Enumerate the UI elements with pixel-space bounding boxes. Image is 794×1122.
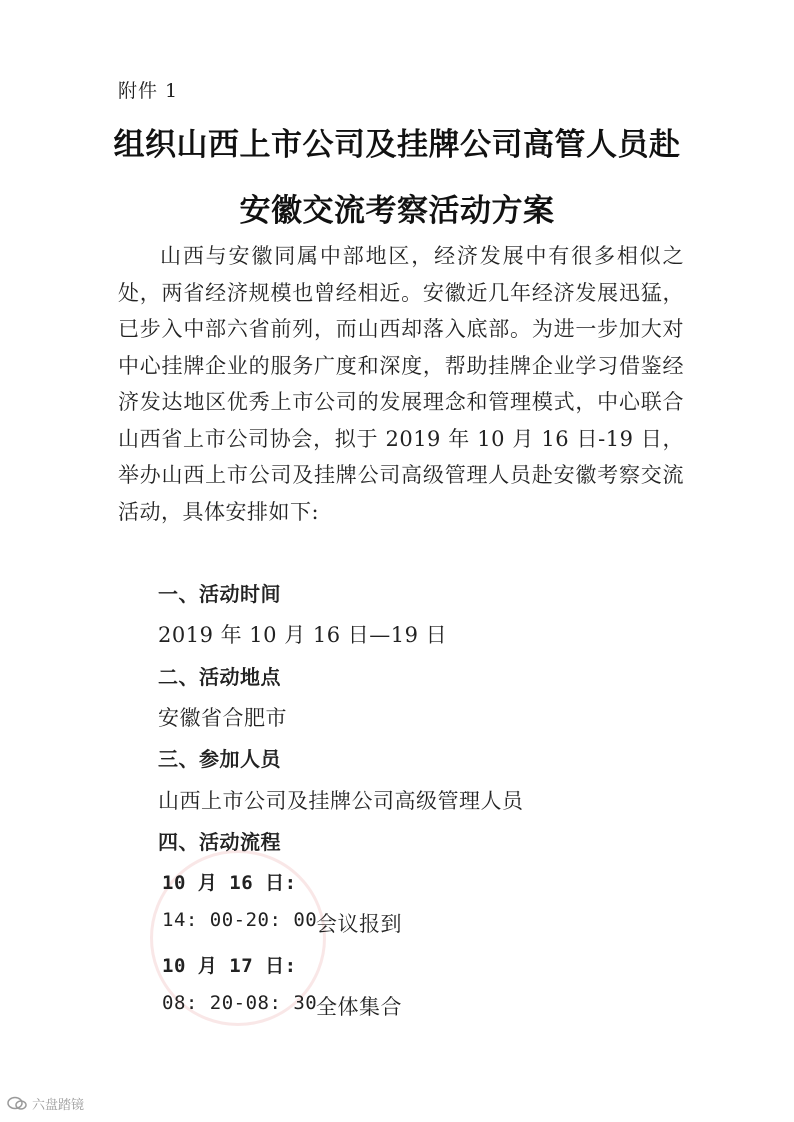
section-heading-process: 四、活动流程 xyxy=(158,830,281,854)
intro-paragraph: 山西与安徽同属中部地区，经济发展中有很多相似之处，两省经济规模也曾经相近。安徽近几年经济发展迅猛，已步入中部六省前列，而山西却落入底部。为进一步加大对中心挂牌企业的服务广度和深度，帮助挂牌企业学习借鉴经济发达地区优秀上市公司的发展理念和管理模式，中心联合山西省上市公司协会，拟于 2019 年 10 月 16 日-19 日，举办山西上市公司及挂牌公司高级管理人员赴安徽考察交流活动，具体安排如下: xyxy=(118,244,684,524)
section-body-participants: 山西上市公司及挂牌公司高级管理人员 xyxy=(158,789,524,813)
schedule-day-2: 10 月 17 日: xyxy=(162,955,297,977)
schedule-time-1: 14: 00-20: 00 xyxy=(162,909,318,931)
schedule-time-2: 08: 20-08: 30 xyxy=(162,992,318,1014)
section-heading-time: 一、活动时间 xyxy=(158,582,281,606)
schedule-day-1: 10 月 16 日: xyxy=(162,872,297,894)
section-body-location: 安徽省合肥市 xyxy=(158,706,287,730)
chat-bubble-logo-icon xyxy=(6,1096,28,1112)
schedule-event-2: 全体集合 xyxy=(316,995,402,1019)
document-title-line-2: 安徽交流考察活动方案 xyxy=(239,193,555,229)
section-body-time: 2019 年 10 月 16 日—19 日 xyxy=(158,623,448,647)
attachment-label: 附件 1 xyxy=(118,80,179,102)
schedule-event-1: 会议报到 xyxy=(316,912,402,936)
watermark-text: 六盘踏镜 xyxy=(32,1098,85,1113)
document-title-line-1: 组织山西上市公司及挂牌公司高管人员赴 xyxy=(113,127,681,163)
section-heading-participants: 三、参加人员 xyxy=(158,747,281,771)
section-heading-location: 二、活动地点 xyxy=(158,665,281,689)
watermark xyxy=(6,1094,84,1113)
